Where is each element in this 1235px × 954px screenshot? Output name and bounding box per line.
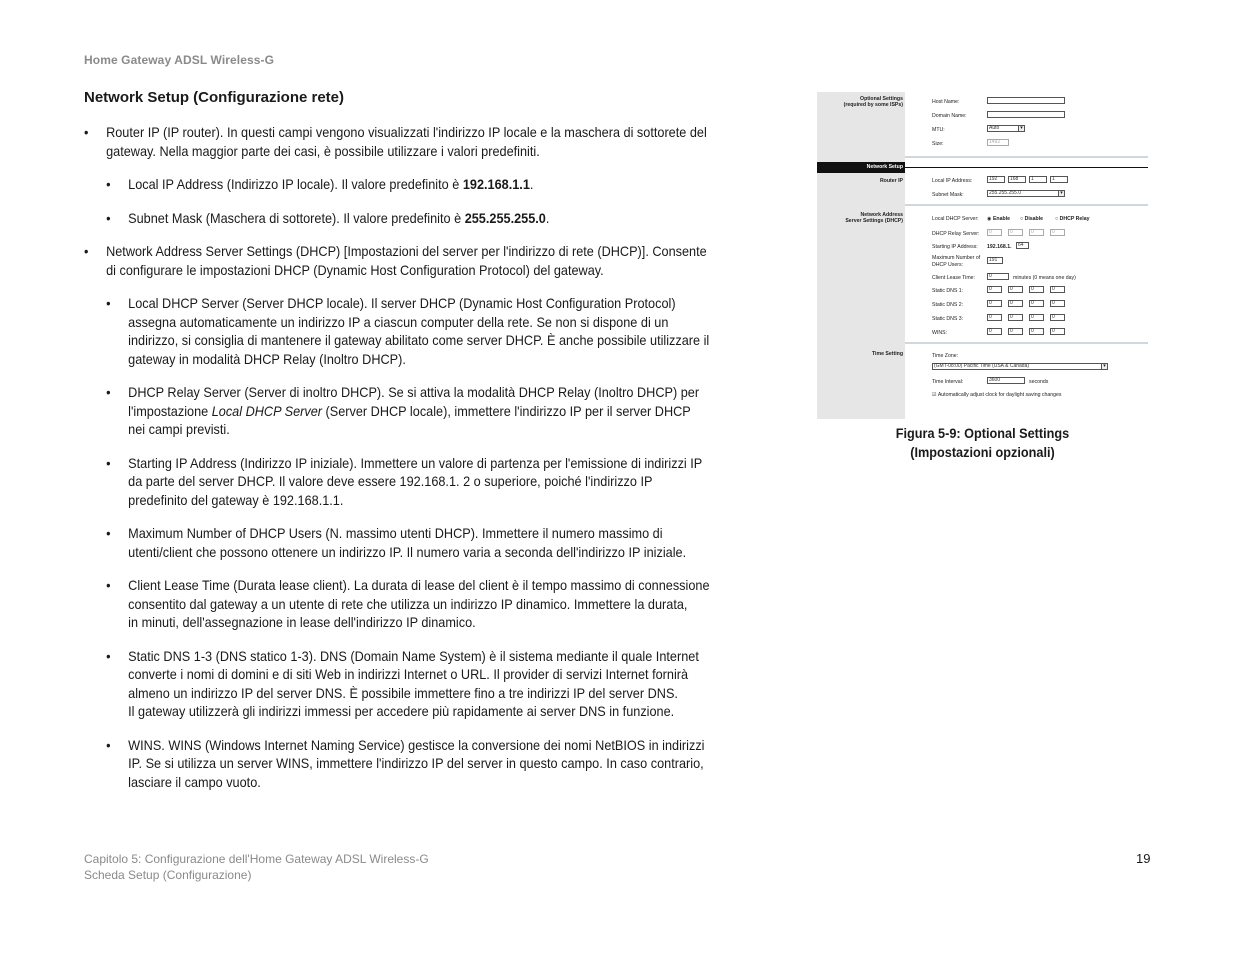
figure-divider bbox=[905, 167, 1148, 168]
local-ip-value: 192.168.1.1 bbox=[462, 177, 530, 192]
figure-field-dns2: Static DNS 2: bbox=[932, 302, 964, 308]
figure-label-time-setting: Time Setting bbox=[871, 351, 903, 357]
static-dns-text-end: Il gateway utilizzerà gli indirizzi immessi per accedere più rapidamente ai server DNS in funzione. bbox=[128, 704, 675, 719]
dns2-octet-3[interactable]: 0 bbox=[1029, 300, 1044, 307]
dns3-octet-4[interactable]: 0 bbox=[1050, 314, 1065, 321]
section-title: Network Setup (Configurazione rete) bbox=[84, 89, 345, 106]
figure-field-starting-ip: Starting IP Address: bbox=[932, 244, 978, 250]
time-zone-select[interactable]: (GMT-08:00) Pacific Time (USA & Canada) bbox=[932, 363, 1102, 370]
starting-ip-prefix: 192.168.1. bbox=[987, 244, 1012, 250]
max-users-text: Maximum Number of DHCP Users (N. massimo utenti DHCP). Immettere il numero massimo di utenti/client che possono ottenere un indirizzo IP. Il numero varia a seconda dell'indirizzo IP iniziale. bbox=[128, 526, 687, 560]
figure-separator bbox=[905, 342, 1148, 344]
figure-field-local-dhcp: Local DHCP Server: bbox=[932, 216, 979, 222]
local-ip-octet-2[interactable]: 168 bbox=[1008, 176, 1026, 183]
radio-disable-label: Disable bbox=[1024, 216, 1044, 222]
figure-field-max-users-2: DHCP Users: bbox=[932, 262, 964, 268]
static-dns-text: Static DNS 1-3 (DNS statico 1-3). DNS (Domain Name System) è il sistema mediante il quale Internet converte i nomi di domini e di siti Web in indirizzi Internet o URL. Il provider di servizi Internet fornirà almeno un indirizzo IP del server DNS. È possibile immettere fino a tre indirizzi IP del server DNS. bbox=[128, 648, 699, 701]
figure-field-wins: WINS: bbox=[932, 330, 947, 336]
figure-label-nas-1: Network Address bbox=[860, 212, 903, 218]
page-number: 19 bbox=[1136, 851, 1151, 866]
figure-field-max-users-1: Maximum Number of bbox=[932, 255, 981, 261]
time-interval-input[interactable]: 3600 bbox=[987, 377, 1025, 384]
figure-field-subnet: Subnet Mask: bbox=[932, 192, 964, 198]
seconds-label: seconds bbox=[1029, 379, 1049, 385]
domain-name-input[interactable] bbox=[987, 111, 1065, 118]
subnet-text: Subnet Mask (Maschera di sottorete). Il valore predefinito è bbox=[128, 210, 465, 226]
list-item-wins bbox=[106, 737, 710, 793]
dst-label: Automatically adjust clock for daylight saving changes bbox=[937, 392, 1062, 398]
dns1-octet-1[interactable]: 0 bbox=[987, 286, 1002, 293]
running-header: Home Gateway ADSL Wireless-G bbox=[84, 53, 275, 67]
figure-optional-settings bbox=[817, 92, 1148, 419]
dhcp-settings-text: Network Address Server Settings (DHCP) [Impostazioni del server per l'indirizzo di rete (DHCP)]. Consente di configurare le impostazioni DHCP (Dynamic Host Configuration Protocol) del gateway. bbox=[106, 244, 707, 278]
lease-input[interactable]: 0 bbox=[987, 273, 1009, 280]
local-ip-octet-4[interactable]: 1 bbox=[1050, 176, 1068, 183]
local-ip-text: Local IP Address (Indirizzo IP locale). Il valore predefinito è bbox=[128, 177, 463, 192]
figure-field-time-zone: Time Zone: bbox=[932, 353, 959, 359]
relay-octet-1[interactable]: 0 bbox=[987, 229, 1002, 236]
list-item-max-users bbox=[106, 525, 710, 562]
dns3-octet-2[interactable]: 0 bbox=[1008, 314, 1023, 321]
router-ip-text: Router IP (IP router). In questi campi vengono visualizzati l'indirizzo IP locale e la maschera di sottorete del gateway. Nella maggior parte dei casi, è possibile utilizzare i valori predefiniti. bbox=[106, 125, 707, 159]
list-item-starting-ip bbox=[106, 455, 710, 511]
list-item-router-ip bbox=[84, 124, 710, 228]
subnet-select[interactable]: 255.255.255.0 bbox=[987, 190, 1059, 197]
list-item-dhcp-settings bbox=[84, 243, 710, 792]
list-item-client-lease bbox=[106, 577, 710, 633]
radio-relay-label: DHCP Relay bbox=[1059, 216, 1090, 222]
chevron-down-icon[interactable]: ▾ bbox=[1058, 190, 1065, 197]
figure-caption-line-1: Figura 5-9: Optional Settings bbox=[895, 426, 1070, 441]
wins-octet-2[interactable]: 0 bbox=[1008, 328, 1023, 335]
dhcp-relay-italic: Local DHCP Server bbox=[211, 403, 323, 419]
dns1-octet-4[interactable]: 0 bbox=[1050, 286, 1065, 293]
local-dhcp-text: Local DHCP Server (Server DHCP locale). Il server DHCP (Dynamic Host Configuration Protocol) assegna automaticamente un indirizzo IP a ciascun computer della rete. Se non si dispone di un indirizzo, si consiglia di mantenere il gateway abilitato come server DHCP. È anche possibile utilizzare il gateway in modalità DHCP Relay (Inoltro DHCP). bbox=[128, 296, 710, 367]
figure-field-dns1: Static DNS 1: bbox=[932, 288, 964, 294]
relay-octet-2[interactable]: 0 bbox=[1008, 229, 1023, 236]
dhcp-relay-text-end: (Server DHCP locale), immettere l'indirizzo IP per il server DHCP nei campi previsti. bbox=[128, 403, 691, 437]
footer bbox=[84, 851, 429, 883]
figure-separator bbox=[905, 204, 1148, 206]
figure-label-optional-1: Optional Settings bbox=[860, 96, 903, 102]
figure-label-network-setup: Network Setup bbox=[866, 164, 903, 170]
wins-octet-3[interactable]: 0 bbox=[1029, 328, 1044, 335]
dst-checkbox[interactable]: ☑ Automatically adjust clock for daylight saving changes bbox=[932, 392, 1062, 398]
wins-text: WINS. WINS (Windows Internet Naming Service) gestisce la conversione dei nomi NetBIOS in indirizzi IP. Se si utilizza un server WINS, immettere l'indirizzo IP del server in questo campo. In caso contrario, lasciare il campo vuoto. bbox=[128, 737, 705, 790]
figure-sidebar bbox=[817, 92, 905, 419]
dns1-octet-2[interactable]: 0 bbox=[1008, 286, 1023, 293]
figure-label-nas-2: Server Settings (DHCP) bbox=[845, 218, 903, 224]
wins-octet-1[interactable]: 0 bbox=[987, 328, 1002, 335]
figure-field-relay-server: DHCP Relay Server: bbox=[932, 231, 980, 237]
figure-label-router-ip: Router IP bbox=[879, 178, 903, 184]
dns2-octet-4[interactable]: 0 bbox=[1050, 300, 1065, 307]
list-item-local-ip: • Local IP Address (Indirizzo IP locale). Il valore predefinito è 192.168.1.1. bbox=[106, 176, 710, 195]
size-input[interactable]: 1492 bbox=[987, 139, 1009, 146]
radio-enable-label: Enable bbox=[992, 216, 1010, 222]
bullet-list bbox=[84, 124, 710, 792]
wins-octet-4[interactable]: 0 bbox=[1050, 328, 1065, 335]
figure-field-time-interval: Time Interval: bbox=[932, 379, 964, 385]
figure-field-lease: Client Lease Time: bbox=[932, 275, 975, 281]
dns2-octet-2[interactable]: 0 bbox=[1008, 300, 1023, 307]
footer-section: Scheda Setup (Configurazione) bbox=[84, 868, 252, 882]
subnet-value: 255.255.255.0 bbox=[464, 210, 546, 226]
dns2-octet-1[interactable]: 0 bbox=[987, 300, 1002, 307]
radio-relay[interactable]: ○ DHCP Relay bbox=[1055, 216, 1090, 222]
list-item-static-dns bbox=[106, 648, 710, 722]
figure-field-mtu: MTU: bbox=[932, 127, 945, 133]
list-item-local-dhcp bbox=[106, 295, 710, 369]
list-item-dhcp-relay bbox=[106, 384, 710, 440]
figure-field-local-ip: Local IP Address: bbox=[932, 178, 973, 184]
footer-chapter: Capitolo 5: Configurazione dell'Home Gateway ADSL Wireless-G bbox=[84, 852, 429, 866]
starting-ip-text: Starting IP Address (Indirizzo IP iniziale). Immettere un valore di partenza per l'emissione di indirizzi IP da parte del server DHCP. Il valore deve essere 192.168.1. 2 o superiore, poiché l'indirizzo IP predefinito del gateway è 192.168.1.1. bbox=[128, 455, 703, 508]
host-name-input[interactable] bbox=[987, 97, 1065, 104]
client-lease-text: Client Lease Time (Durata lease client). La durata di lease del client è il tempo massimo di connessione consentito dal gateway a un utente di rete che utilizza un indirizzo IP dinamico. Immettere la durata, bbox=[128, 578, 710, 612]
local-ip-octet-1[interactable]: 192 bbox=[987, 176, 1005, 183]
radio-enable[interactable]: ◉ Enable bbox=[987, 216, 1010, 222]
dns3-octet-3[interactable]: 0 bbox=[1029, 314, 1044, 321]
figure-caption bbox=[830, 424, 1135, 462]
figure-label-optional-2: (required by some ISPs) bbox=[843, 102, 903, 108]
relay-octet-3[interactable]: 0 bbox=[1029, 229, 1044, 236]
max-users-input[interactable]: 191 bbox=[987, 257, 1003, 264]
dns1-octet-3[interactable]: 0 bbox=[1029, 286, 1044, 293]
sub-bullet-list bbox=[106, 176, 710, 228]
lease-suffix: minutes (0 means one day) bbox=[1013, 275, 1076, 281]
chevron-down-icon[interactable]: ▾ bbox=[1101, 363, 1108, 370]
chevron-down-icon[interactable]: ▾ bbox=[1018, 125, 1025, 132]
figure-field-size: Size: bbox=[932, 141, 944, 147]
sub-bullet-list bbox=[106, 295, 710, 792]
dns3-octet-1[interactable]: 0 bbox=[987, 314, 1002, 321]
figure-field-host-name: Host Name: bbox=[932, 99, 960, 105]
starting-ip-input[interactable]: 64 bbox=[1016, 242, 1029, 249]
body-text bbox=[84, 124, 710, 807]
figure-separator bbox=[905, 156, 1148, 158]
figure-caption-line-2: (Impostazioni opzionali) bbox=[910, 445, 1055, 460]
radio-disable[interactable]: ○ Disable bbox=[1020, 216, 1044, 222]
figure-field-domain-name: Domain Name: bbox=[932, 113, 967, 119]
mtu-select[interactable]: Auto bbox=[987, 125, 1019, 132]
client-lease-text-end: in minuti, dell'assegnazione in lease dell'indirizzo IP dinamico. bbox=[128, 615, 476, 630]
relay-octet-4[interactable]: 0 bbox=[1050, 229, 1065, 236]
figure-field-dns3: Static DNS 3: bbox=[932, 316, 964, 322]
local-ip-octet-3[interactable]: 1 bbox=[1029, 176, 1047, 183]
dhcp-relay-text: DHCP Relay Server (Server di inoltro DHCP). Se si attiva la modalità DHCP Relay (Inoltro DHCP) per l'impostazione bbox=[128, 385, 700, 419]
list-item-subnet: • Subnet Mask (Maschera di sottorete). Il valore predefinito è 255.255.255.0. bbox=[106, 210, 710, 229]
